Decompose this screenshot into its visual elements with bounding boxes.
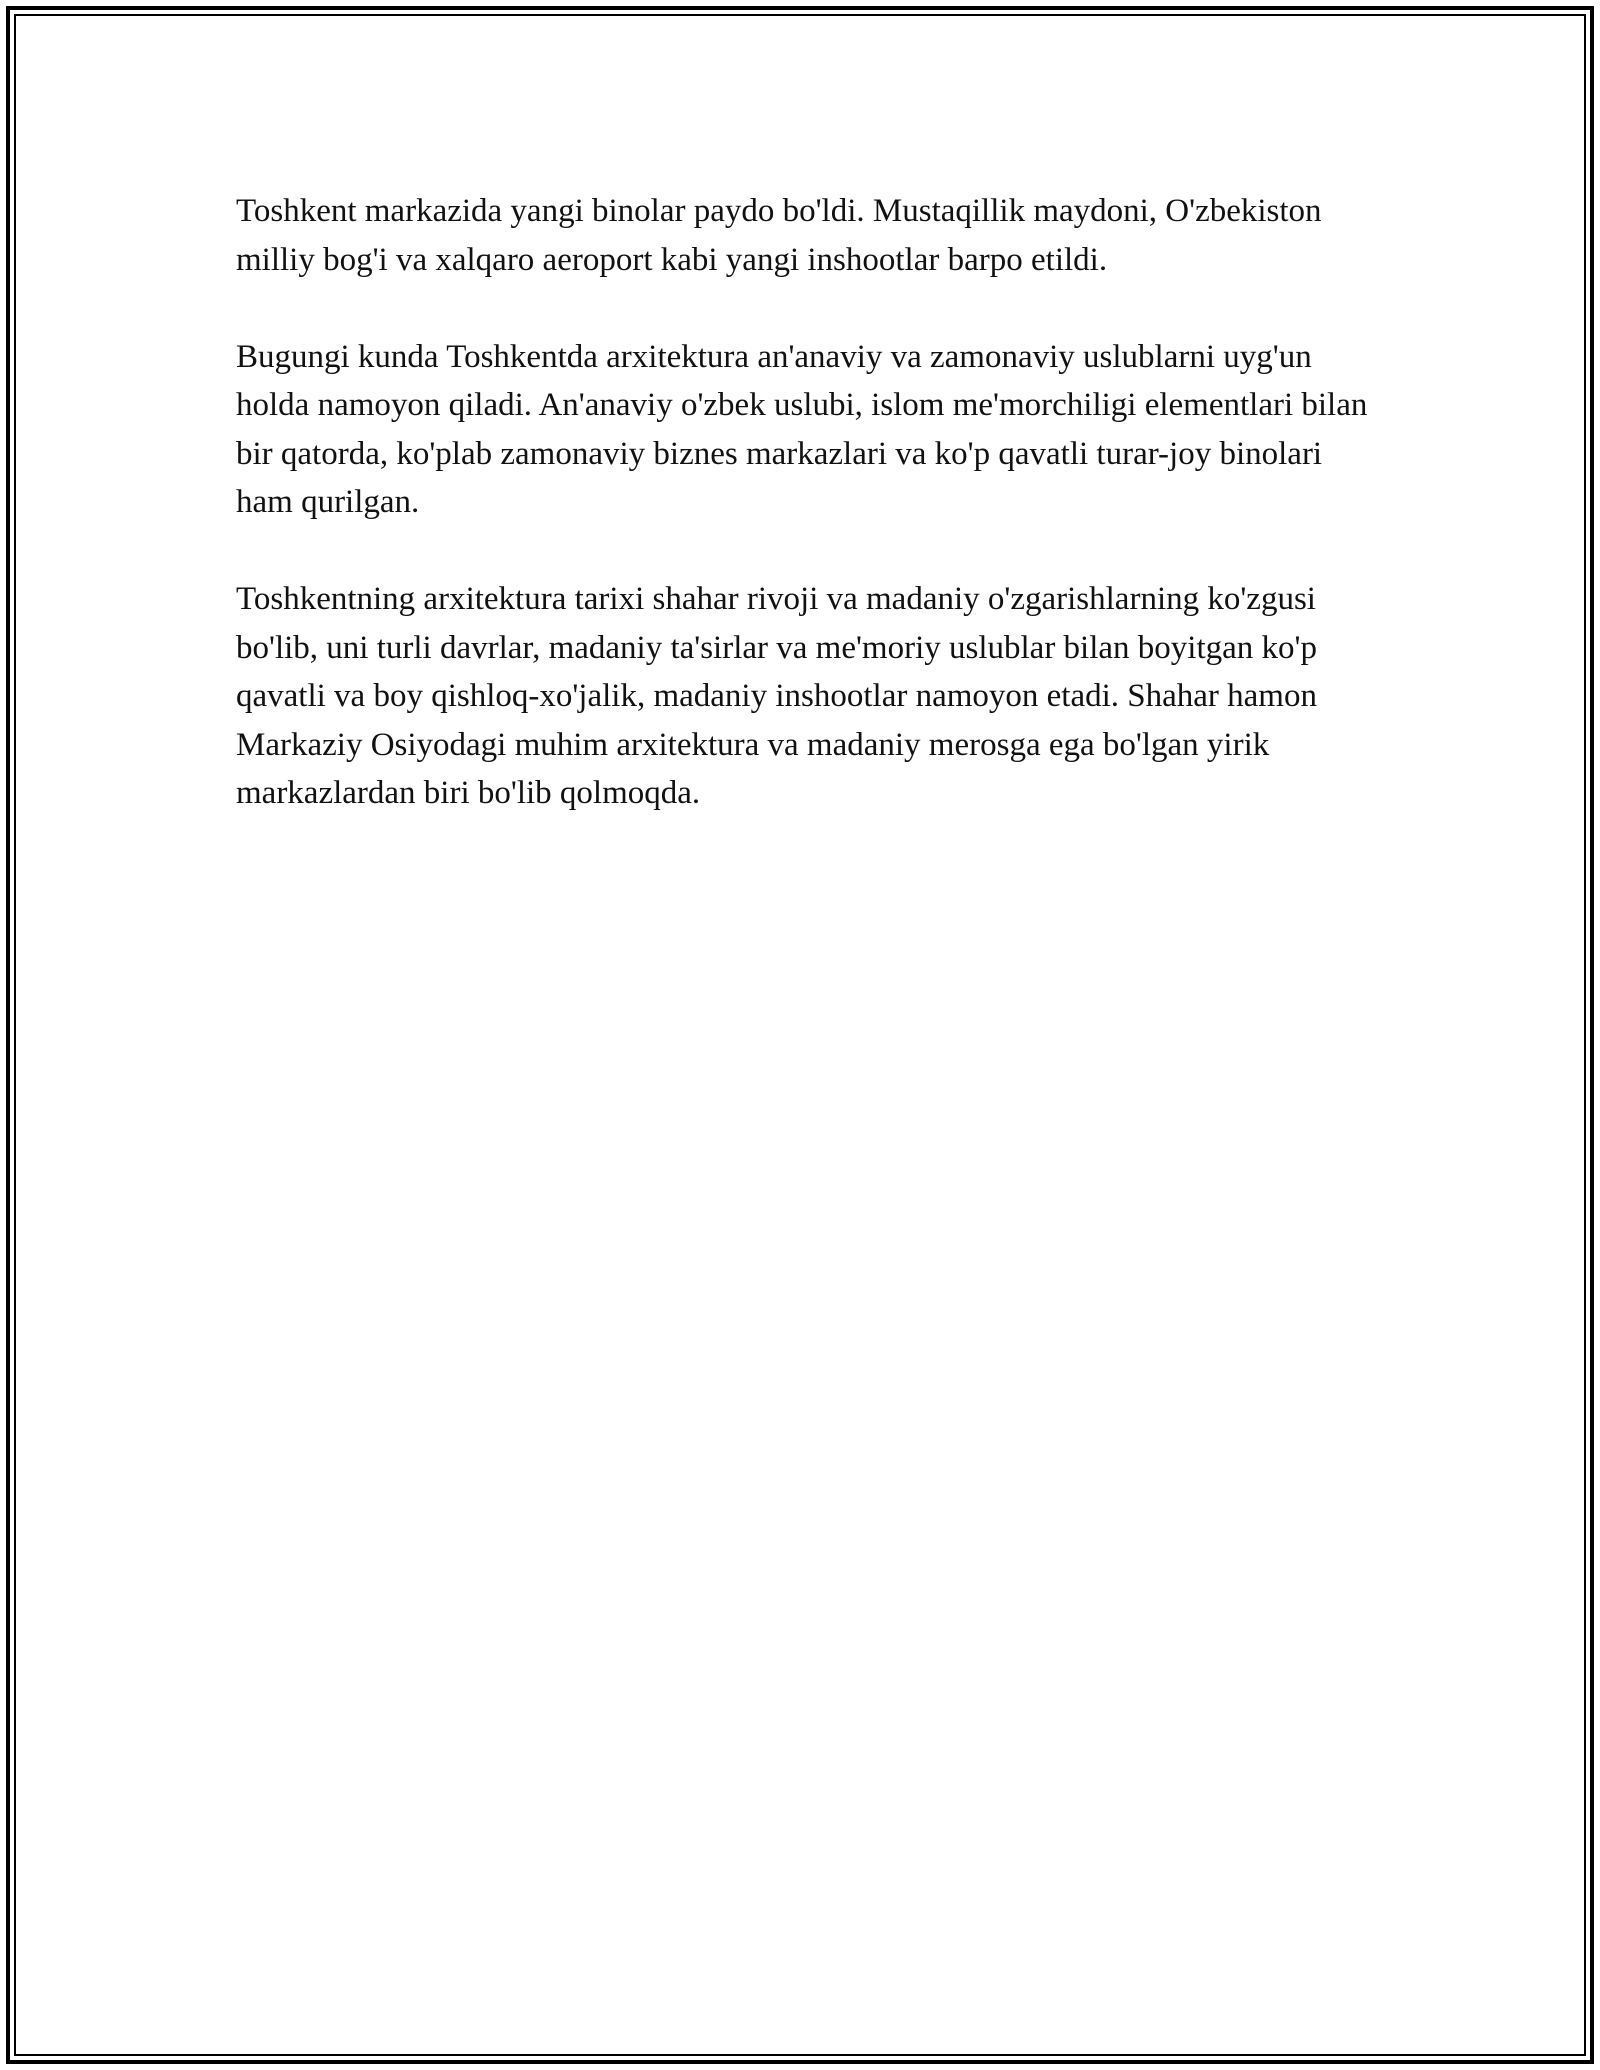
document-body	[236, 187, 1386, 866]
paragraph-3: Toshkentning arxitektura tarixi shahar rivoji va madaniy o'zgarishlarning ko'zgusi bo'lib, uni turli davrlar, madaniy ta'sirlar va me'moriy uslublar bilan boyitgan ko'p qavatli va boy qishloq-xo'jalik, madaniy inshootlar namoyon etadi. Shahar hamon Markaziy Osiyodagi muhim arxitektura va madaniy merosga ega bo'lgan yirik markazlardan biri bo'lib qolmoqda.	[236, 581, 1317, 811]
paragraph-2: Bugungi kunda Toshkentda arxitektura an'anaviy va zamonaviy uslublarni uyg'un holda namoyon qiladi. An'anaviy o'zbek uslubi, islom me'morchiligi elementlari bilan bir qatorda, ko'plab zamonaviy biznes markazlari va ko'p qavatli turar-joy binolari ham qurilgan.	[236, 338, 1368, 520]
paragraph-1: Toshkent markazida yangi binolar paydo bo'ldi. Mustaqillik maydoni, O'zbekiston milliy bog'i va xalqaro aeroport kabi yangi inshootlar barpo etildi.	[236, 193, 1322, 278]
